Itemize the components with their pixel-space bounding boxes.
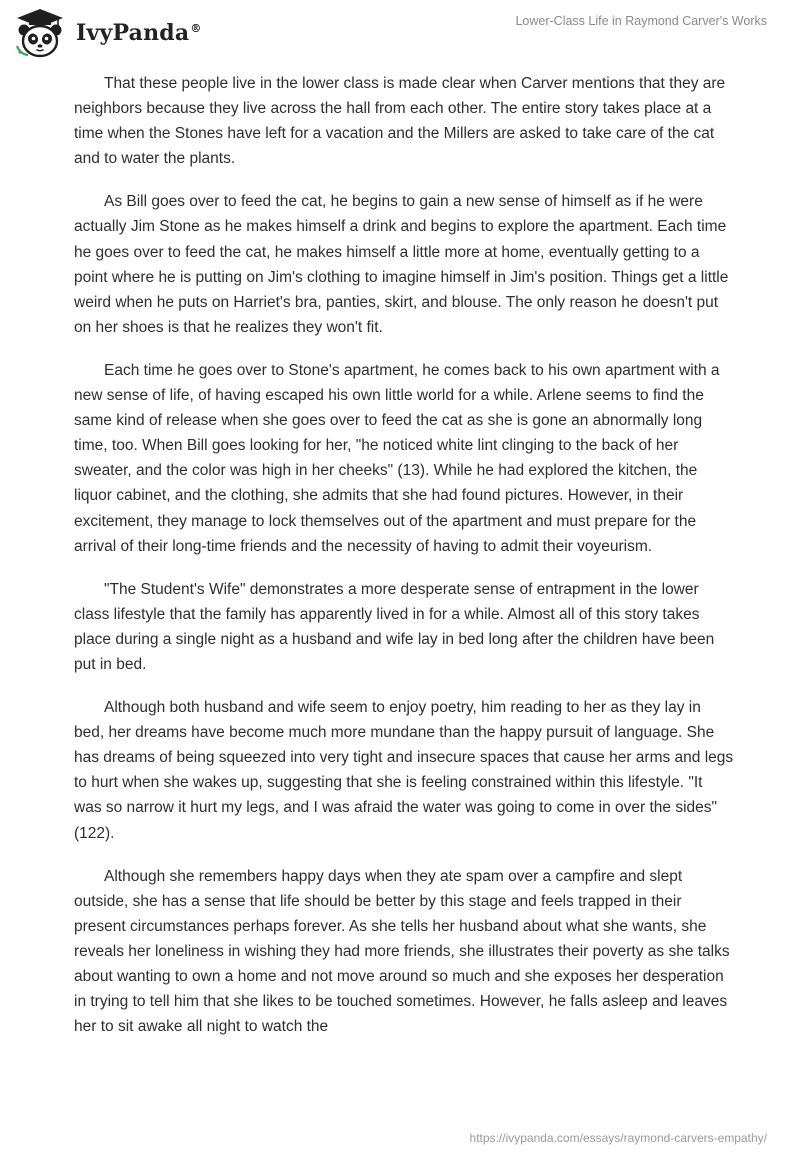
- paragraph: That these people live in the lower class is made clear when Carver mentions that they are neighbors because they live across the hall from each other. The entire story takes place at a time when the Stones have left for a vacation and the Millers are asked to take care of the cat and to water the plants.: [74, 75, 726, 168]
- paragraph: Although both husband and wife seem to enjoy poetry, him reading to her as they lay in bed, her dreams have become much more mundane than the happy pursuit of language. She has dreams of being squeezed into very tight and insecure spaces that cause her arms and legs to hurt when she wakes up, suggesting that she is feeling constrained within this lifestyle. "It was so narrow it hurt my legs, and I was afraid the water was going to come in over the sides" (122).: [74, 699, 734, 842]
- ivypanda-logo[interactable]: [14, 8, 202, 58]
- registered-mark: ®: [190, 21, 202, 35]
- paragraph: As Bill goes over to feed the cat, he begins to gain a new sense of himself as if he were actually Jim Stone as he makes himself a drink and begins to explore the apartment. Each time he goes over to feed the cat, he makes himself a little more at home, eventually getting to a point where he is putting on Jim's clothing to imagine himself in Jim's position. Things get a little weird when he puts on Harriet's bra, panties, skirt, and blouse. The only reason he doesn't put on her shoes is that he realizes they won't fit.: [74, 193, 729, 336]
- document-title: Lower-Class Life in Raymond Carver's Works: [515, 14, 767, 28]
- logo-wordmark: [76, 20, 202, 46]
- source-url[interactable]: https://ivypanda.com/essays/raymond-carvers-empathy/: [469, 1131, 767, 1145]
- paragraph: Although she remembers happy days when they ate spam over a campfire and slept outside, she has a sense that life should be better by this stage and feels trapped in their present circumstances perhaps forever. As she tells her husband about what she wants, she reveals her loneliness in wishing they had more friends, she illustrates their poverty as she talks about wanting to own a home and not move around so much and she exposes her desperation in trying to tell him that she likes to be touched sometimes. However, he falls asleep and leaves her to sit awake all night to watch the: [74, 867, 730, 1036]
- page-header: [0, 0, 800, 62]
- logo-text: IvyPanda: [76, 20, 190, 46]
- paragraph: Each time he goes over to Stone's apartment, he comes back to his own apartment with a new sense of life, of having escaped his own little world for a while. Arlene seems to find the same kind of release when she goes over to feed the cat as she is gone an abnormally long time, too. When Bill goes looking for her, "he noticed white lint clinging to the back of her sweater, and the color was high in her cheeks" (13). While he had explored the kitchen, the liquor cabinet, and the clothing, she admits that she had found pictures. However, in their excitement, they manage to lock themselves out of the apartment and must prepare for the arrival of their long-time friends and the necessity of having to admit their voyeurism.: [74, 361, 720, 555]
- paragraph: "The Student's Wife" demonstrates a more desperate sense of entrapment in the lower class lifestyle that the family has apparently lived in for a while. Almost all of this story takes place during a single night as a husband and wife lay in bed long after the children have been put in bed.: [74, 580, 715, 673]
- panda-graduate-icon: [14, 8, 66, 58]
- essay-body: [74, 71, 734, 1057]
